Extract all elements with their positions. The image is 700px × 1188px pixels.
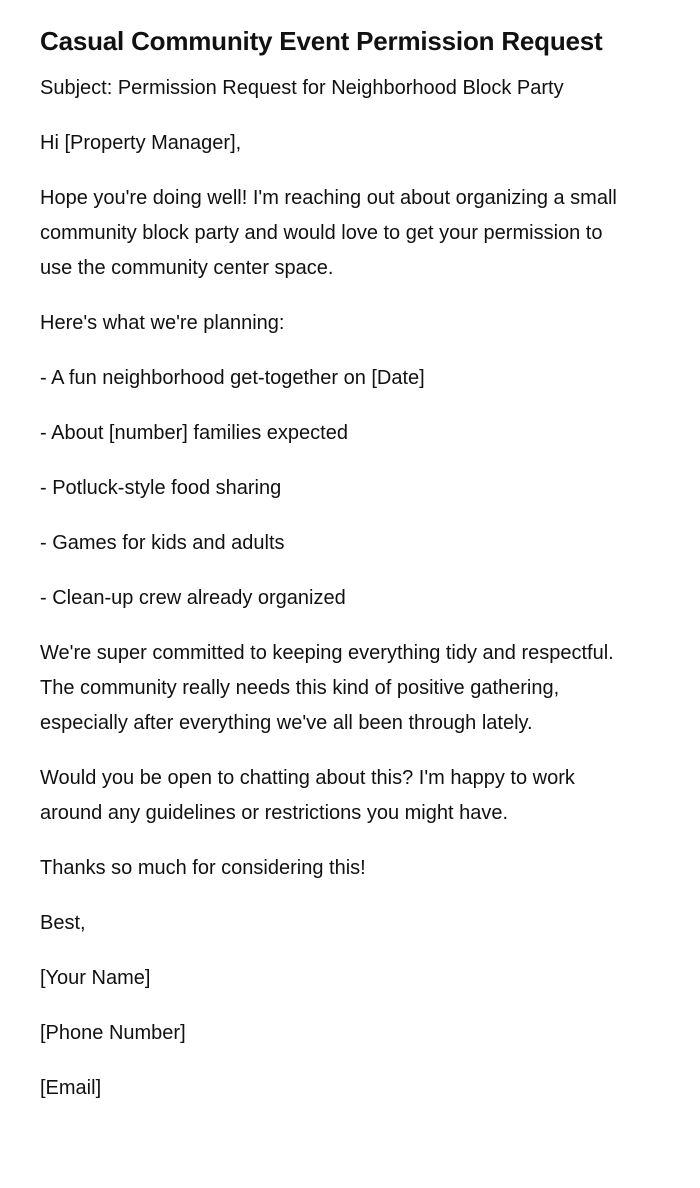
signature-email: [Email] — [40, 1077, 102, 1099]
signature-name: [Your Name] — [40, 967, 151, 989]
plan-heading: Here's what we're planning: — [40, 312, 285, 334]
plan-item-families: - About [number] families expected — [40, 422, 348, 444]
request-paragraph: Would you be open to chatting about this? I'm happy to work around any guidelines or restrictions you might have. — [40, 767, 575, 824]
plan-item-date: - A fun neighborhood get-together on [Date] — [40, 367, 425, 389]
commitment-paragraph: We're super committed to keeping everything tidy and respectful. The community really needs this kind of positive gathering, especially after everything we've all been through lately. — [40, 642, 614, 734]
subject-line: Subject: Permission Request for Neighborhood Block Party — [40, 77, 564, 99]
plan-item-games: - Games for kids and adults — [40, 532, 285, 554]
signature-phone: [Phone Number] — [40, 1022, 186, 1044]
document-title: Casual Community Event Permission Request — [40, 26, 603, 56]
intro-paragraph: Hope you're doing well! I'm reaching out about organizing a small community block party and would love to get your permission to use the community center space. — [40, 187, 617, 279]
plan-item-cleanup: - Clean-up crew already organized — [40, 587, 346, 609]
plan-item-food: - Potluck-style food sharing — [40, 477, 282, 499]
signoff: Best, — [40, 912, 86, 934]
greeting: Hi [Property Manager], — [40, 132, 242, 154]
thanks-line: Thanks so much for considering this! — [40, 857, 366, 879]
